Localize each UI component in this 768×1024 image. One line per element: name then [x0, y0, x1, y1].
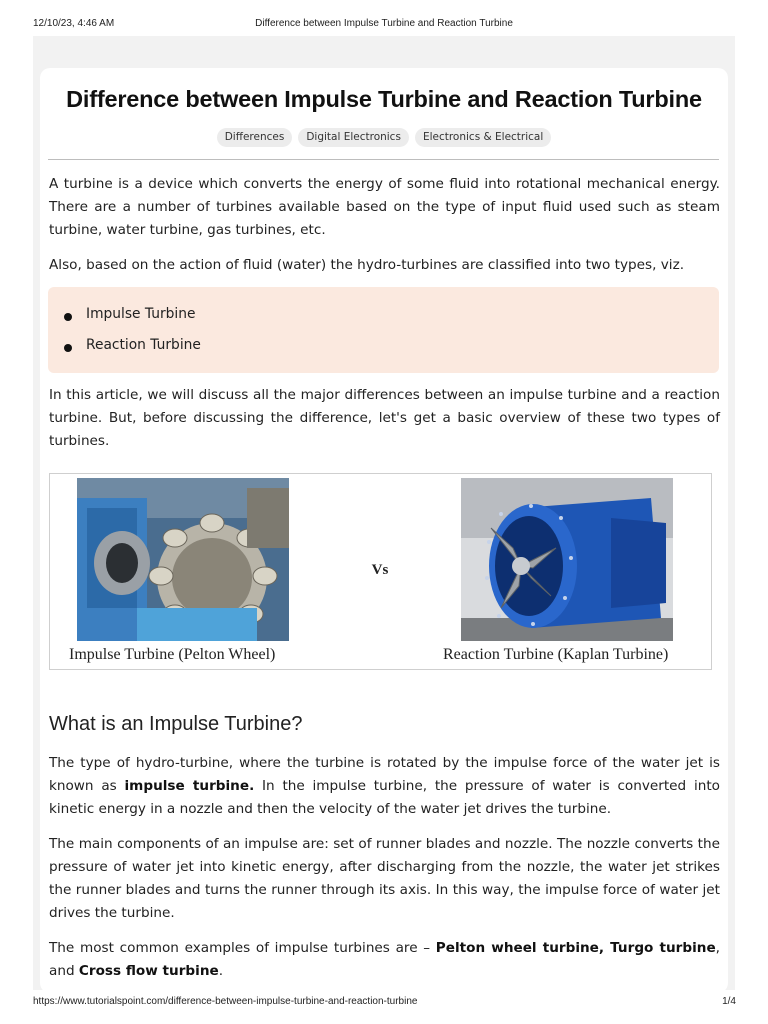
definition-paragraph — [49, 752, 720, 821]
text-span: , and — [49, 940, 720, 979]
intro-paragraph: A turbine is a device which converts the energy of some fluid into rotational mechanical energy. There are a number of turbines available based on the type of input fluid used such as steam turbine, water turbine, gas turbines, etc. — [49, 176, 720, 238]
turbine-types-callout — [48, 287, 719, 373]
print-url: https://www.tutorialspoint.com/difference-between-impulse-turbine-and-reaction-turbine — [33, 996, 418, 1007]
comparison-figure — [49, 473, 712, 670]
bullet-icon — [64, 344, 72, 352]
divider — [48, 159, 719, 160]
list-item-label: Reaction Turbine — [86, 337, 201, 353]
print-header — [0, 18, 768, 32]
components-paragraph: The main components of an impulse are: set of runner blades and nozzle. The nozzle converts the pressure of water jet into kinetic energy, after discharging from the nozzle, the water jet strikes the runner blades and turns the runner through its axis. In this way, the impulse force of water jet drives the turbine. — [49, 836, 720, 921]
text-span: In the impulse turbine, the pressure of water is converted into kinetic energy in a nozzle and then the velocity of the water jet drives the turbine. — [49, 778, 720, 817]
tag-differences[interactable]: Differences — [217, 128, 293, 147]
overview-paragraph: In this article, we will discuss all the major differences between an impulse turbine and a reaction turbine. But, before discussing the difference, let's get a basic overview of these two types of turbines. — [49, 387, 720, 449]
page-title: Difference between Impulse Turbine and Reaction Turbine — [66, 86, 702, 112]
print-date: 12/10/23, 4:46 AM — [33, 18, 115, 29]
classification-paragraph: Also, based on the action of fluid (water) the hydro-turbines are classified into two types, viz. — [49, 257, 685, 273]
pelton-wheel-image — [77, 478, 289, 641]
section-heading: What is an Impulse Turbine? — [49, 713, 303, 735]
print-title: Difference between Impulse Turbine and Reaction Turbine — [255, 18, 513, 29]
impulse-turbine-caption: Impulse Turbine (Pelton Wheel) — [69, 646, 276, 663]
bold-term: impulse turbine. — [124, 778, 255, 794]
tag-electronics-electrical[interactable]: Electronics & Electrical — [415, 128, 551, 147]
text-span: The type of hydro-turbine, where the turbine is rotated by the impulse force of the water jet is known as — [49, 755, 720, 794]
text-span: The most common examples of impulse turbines are – — [49, 940, 436, 956]
kaplan-turbine-image — [461, 478, 673, 641]
vs-label: Vs — [371, 562, 389, 578]
print-footer — [0, 996, 768, 1010]
tag-digital-electronics[interactable]: Digital Electronics — [298, 128, 409, 147]
list-item — [86, 337, 201, 353]
list-item-label: Impulse Turbine — [86, 306, 196, 322]
bold-term: Pelton wheel turbine, Turgo turbine — [435, 940, 716, 956]
examples-paragraph — [49, 937, 720, 983]
reaction-turbine-caption: Reaction Turbine (Kaplan Turbine) — [443, 646, 669, 663]
text-span: . — [218, 963, 224, 979]
bold-term: Cross flow turbine — [78, 963, 219, 979]
tag-list — [40, 128, 728, 147]
list-item — [86, 306, 195, 322]
page-number: 1/4 — [722, 996, 736, 1007]
bullet-icon — [64, 313, 72, 321]
article-card — [40, 68, 728, 993]
